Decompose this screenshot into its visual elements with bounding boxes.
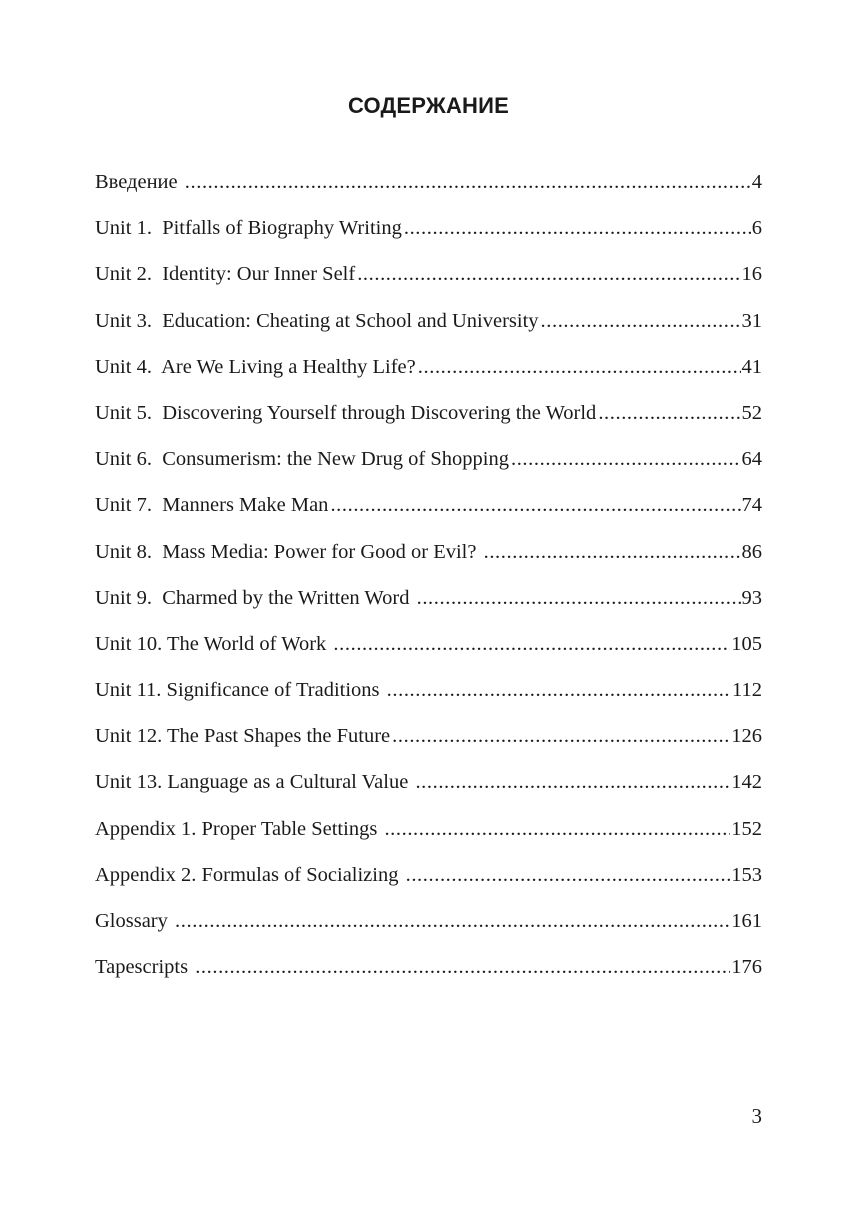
toc-entry-title: Unit 12. The Past Shapes the Future: [95, 725, 391, 748]
toc-dot-leader: [185, 166, 751, 198]
toc-entry[interactable]: [95, 951, 762, 997]
toc-entry-title: Введение: [95, 171, 183, 193]
toc-entry-title: Unit 9. Charmed by the Written Word: [95, 586, 415, 609]
toc-entry-page: 86: [741, 540, 762, 563]
toc-entry-page: 112: [732, 679, 762, 702]
toc-entry-page: 152: [731, 817, 762, 840]
toc-dot-leader: [418, 351, 741, 383]
toc-entry[interactable]: [95, 720, 762, 766]
toc-entry[interactable]: [95, 305, 762, 351]
toc-dot-leader: [357, 258, 740, 290]
toc-dot-leader: [387, 674, 731, 706]
page-title: СОДЕРЖАНИЕ: [347, 93, 510, 118]
toc-entry-title: Appendix 1. Proper Table Settings: [95, 817, 383, 840]
toc-entry-page: 31: [741, 309, 762, 332]
toc-dot-leader: [175, 905, 730, 937]
toc-entry-title: Unit 11. Significance of Traditions: [95, 679, 385, 702]
toc-dot-leader: [541, 305, 741, 337]
toc-dot-leader: [195, 951, 730, 983]
toc-entry-title: Unit 5. Discovering Yourself through Discovering the World: [95, 401, 597, 424]
toc-entry[interactable]: [95, 166, 762, 212]
toc-entry[interactable]: [95, 443, 762, 489]
toc-dot-leader: [330, 489, 740, 521]
toc-entry-page: 74: [741, 494, 762, 517]
toc-entry[interactable]: [95, 351, 762, 397]
toc-entry-title: Unit 4. Are We Living a Healthy Life?: [95, 355, 416, 378]
toc-entry-title: Unit 13. Language as a Cultural Value: [95, 771, 414, 794]
toc-entry[interactable]: [95, 258, 762, 304]
toc-entry[interactable]: [95, 397, 762, 443]
toc-entry-title: Tapescripts: [95, 956, 194, 979]
toc-entry-page: 64: [741, 448, 762, 471]
toc-entry-page: 126: [731, 725, 762, 748]
toc-entry-page: 93: [741, 586, 762, 609]
toc-entry[interactable]: [95, 766, 762, 812]
toc-dot-leader: [384, 813, 730, 845]
toc-entry-page: 6: [751, 217, 762, 240]
toc-entry[interactable]: [95, 905, 762, 951]
toc-entry-page: 105: [731, 632, 762, 655]
toc-dot-leader: [598, 397, 740, 429]
toc-dot-leader: [511, 443, 741, 475]
toc-entry-title: Unit 3. Education: Cheating at School and University: [95, 309, 539, 332]
toc-dot-leader: [406, 859, 731, 891]
toc-entry[interactable]: [95, 489, 762, 535]
toc-entry-page: 161: [731, 910, 762, 932]
toc-dot-leader: [417, 582, 741, 614]
toc-entry[interactable]: [95, 536, 762, 582]
toc-entry-title: Unit 8. Mass Media: Power for Good or Evil?: [95, 540, 482, 563]
toc-entry-page: 153: [731, 863, 762, 886]
toc-entry[interactable]: [95, 674, 762, 720]
toc-entry[interactable]: [95, 582, 762, 628]
toc-entry-page: 16: [741, 263, 762, 286]
toc-entry[interactable]: [95, 859, 762, 905]
toc-entry-page: 176: [731, 956, 762, 979]
toc-dot-leader: [415, 766, 730, 798]
table-of-contents: [95, 166, 762, 997]
page-number: 3: [751, 1104, 762, 1128]
toc-entry-title: Unit 10. The World of Work: [95, 632, 332, 655]
toc-entry[interactable]: [95, 212, 762, 258]
toc-entry-title: Unit 7. Manners Make Man: [95, 494, 329, 517]
toc-entry-title: Unit 6. Consumerism: the New Drug of Shopping: [95, 448, 509, 471]
toc-entry-page: 4: [751, 171, 762, 193]
toc-entry[interactable]: [95, 628, 762, 674]
toc-entry-title: Appendix 2. Formulas of Socializing: [95, 863, 404, 886]
toc-entry-title: Unit 1. Pitfalls of Biography Writing: [95, 217, 402, 240]
toc-entry-title: Unit 2. Identity: Our Inner Self: [95, 263, 356, 286]
toc-dot-leader: [392, 720, 730, 752]
toc-dot-leader: [484, 536, 741, 568]
toc-entry-title: Glossary: [95, 910, 174, 932]
toc-entry-page: 52: [741, 401, 762, 424]
toc-entry-page: 41: [741, 355, 762, 378]
toc-dot-leader: [404, 212, 751, 244]
toc-entry-page: 142: [731, 771, 762, 794]
toc-entry[interactable]: [95, 813, 762, 859]
toc-dot-leader: [333, 628, 730, 660]
